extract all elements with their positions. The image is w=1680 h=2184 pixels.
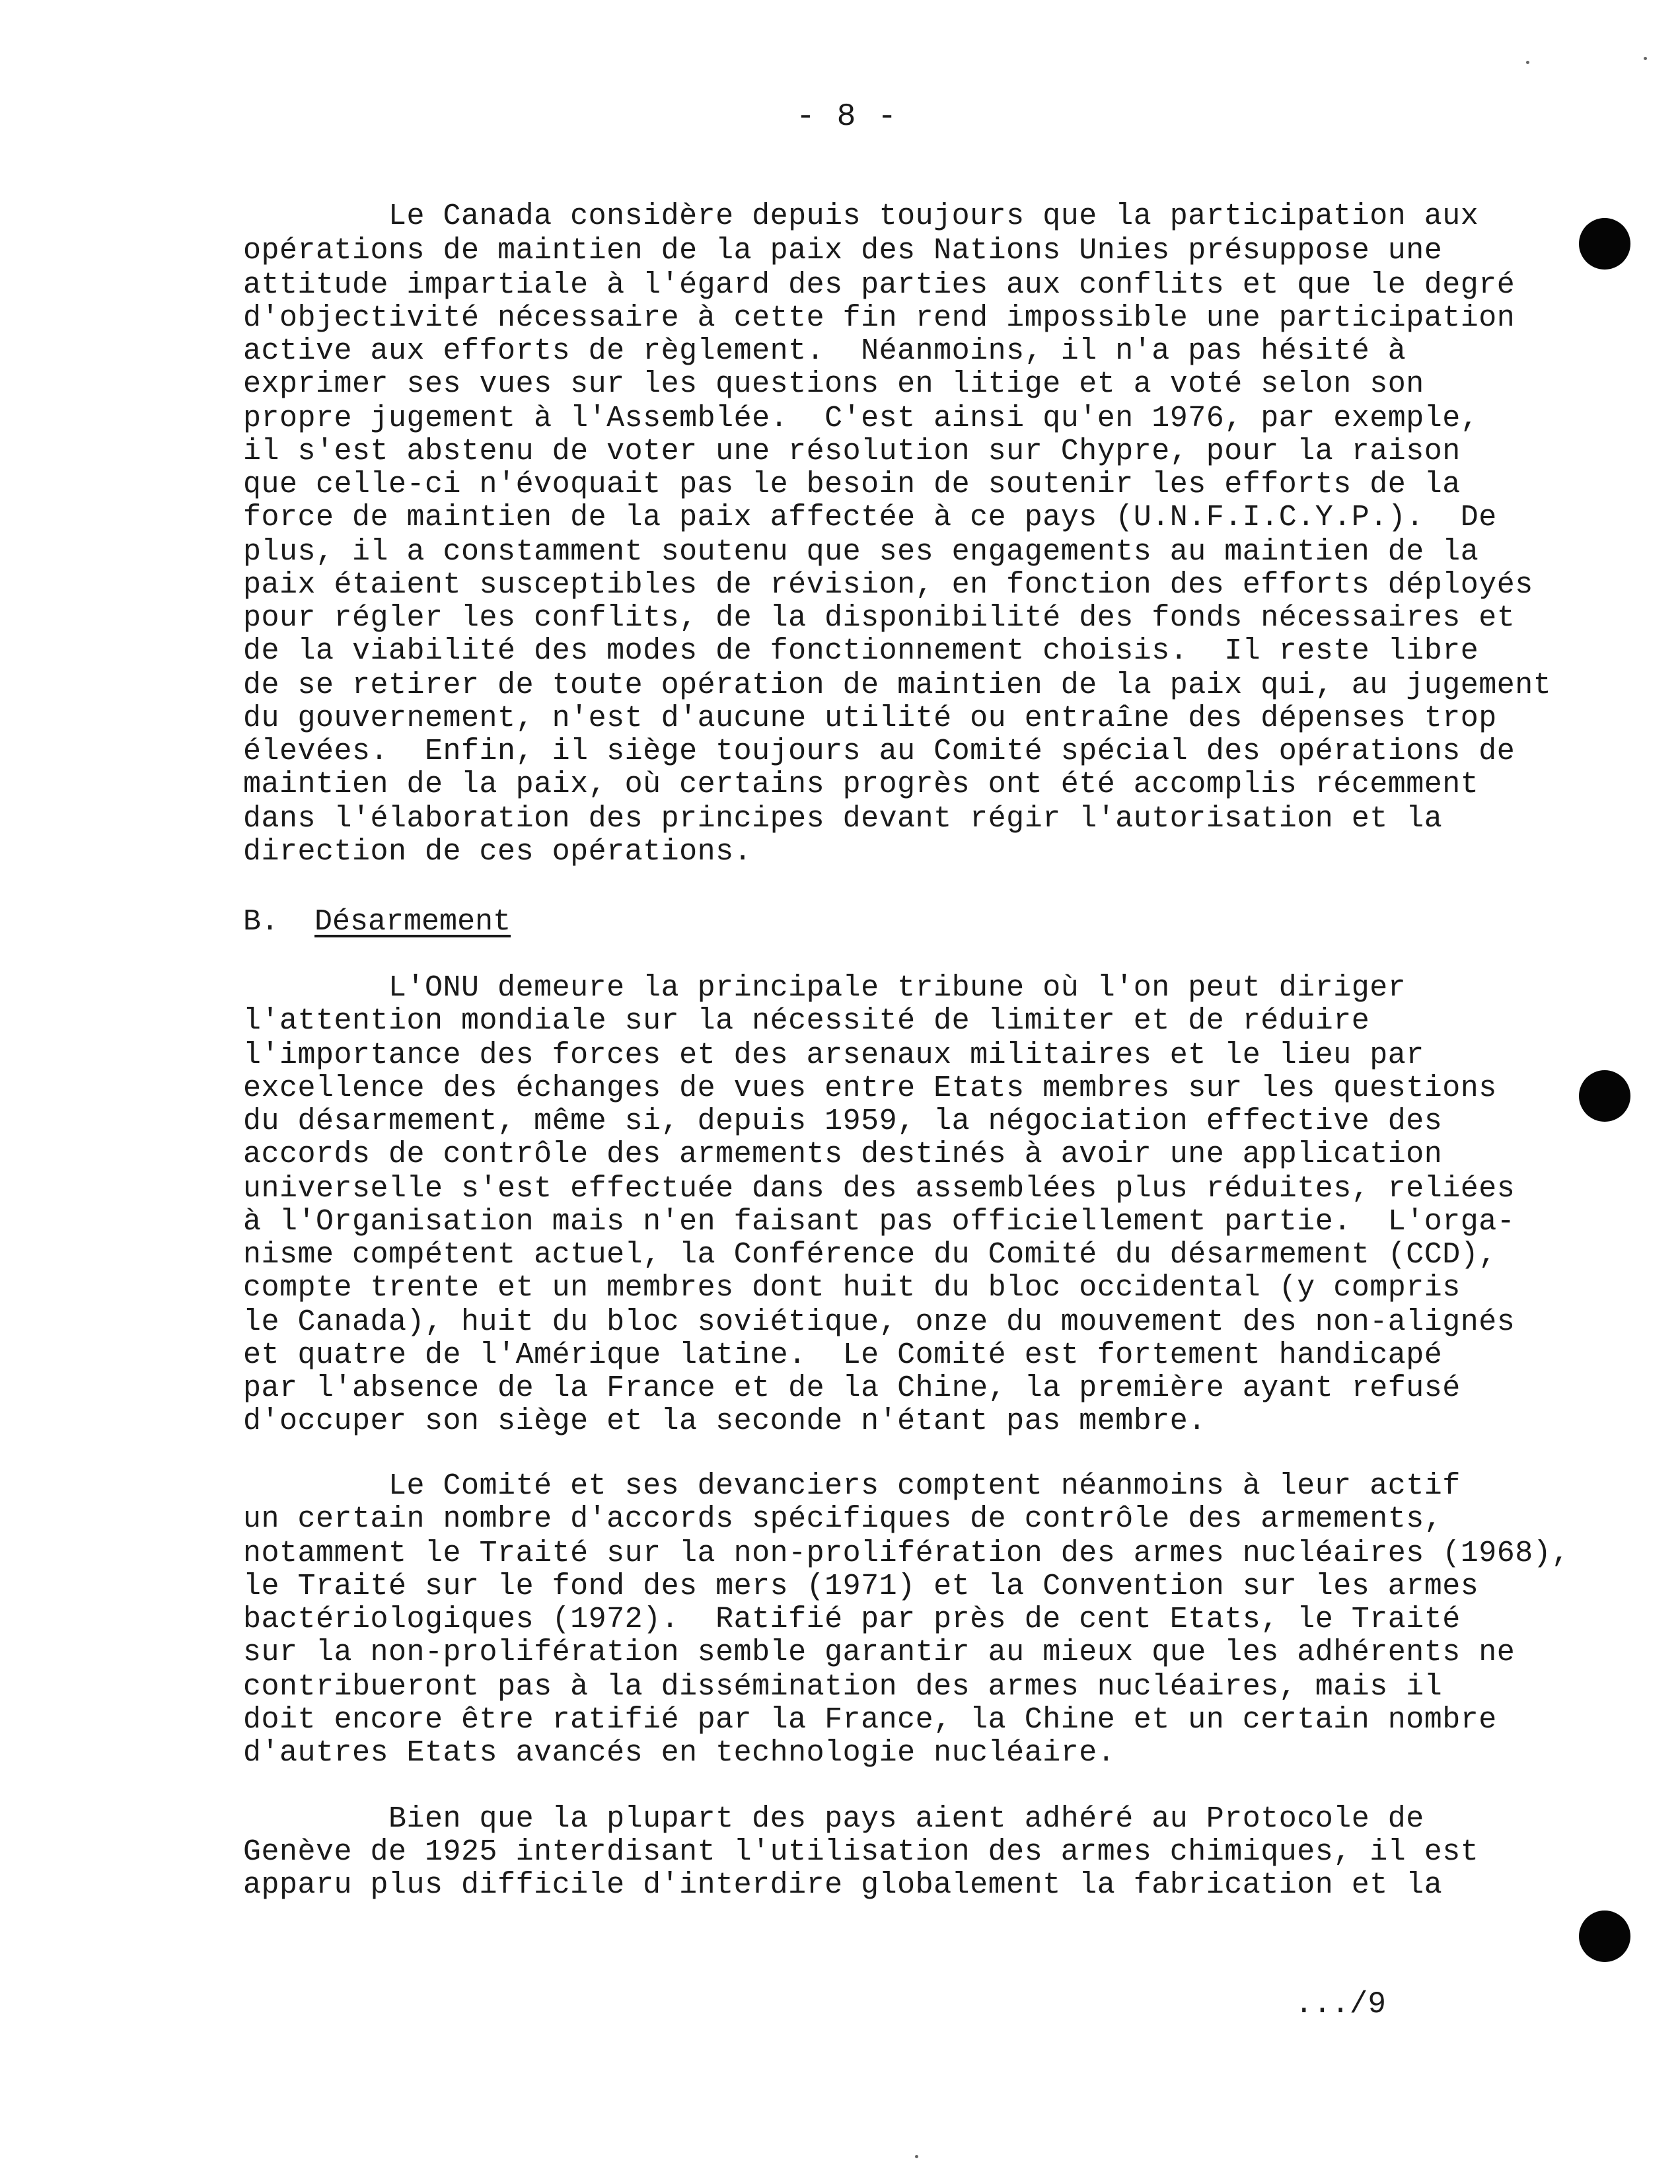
page-number: - 8 - bbox=[796, 99, 898, 135]
text-line: opérations de maintien de la paix des Nations Unies présuppose une bbox=[243, 234, 1443, 268]
text-line: apparu plus difficile d'interdire globalement la fabrication et la bbox=[243, 1868, 1443, 1902]
text-line: compte trente et un membres dont huit du bloc occidental (y compris bbox=[243, 1271, 1461, 1305]
scan-speck bbox=[1526, 61, 1529, 64]
text-line: que celle-ci n'évoquait pas le besoin de soutenir les efforts de la bbox=[243, 468, 1461, 501]
text-line: par l'absence de la France et de la Chine, la première ayant refusé bbox=[243, 1371, 1461, 1405]
text-line: sur la non-prolifération semble garantir au mieux que les adhérents ne bbox=[243, 1636, 1516, 1669]
text-line: nisme compétent actuel, la Conférence du Comité du désarmement (CCD), bbox=[243, 1238, 1497, 1272]
punch-hole bbox=[1579, 218, 1630, 270]
punch-hole bbox=[1579, 1070, 1630, 1122]
text-line: un certain nombre d'accords spécifiques de contrôle des armements, bbox=[243, 1502, 1443, 1536]
text-line: et quatre de l'Amérique latine. Le Comité est fortement handicapé bbox=[243, 1338, 1443, 1372]
text-line: contribueront pas à la dissémination des armes nucléaires, mais il bbox=[243, 1670, 1443, 1704]
text-line: il s'est abstenu de voter une résolution sur Chypre, pour la raison bbox=[243, 435, 1461, 468]
text-line: Le Comité et ses devanciers comptent néanmoins à leur actif bbox=[243, 1469, 1461, 1503]
text-line: notamment le Traité sur la non-prolifération des armes nucléaires (1968), bbox=[243, 1537, 1570, 1570]
continuation-marker: .../9 bbox=[1295, 1987, 1387, 2021]
text-line: paix étaient susceptibles de révision, en fonction des efforts déployés bbox=[243, 568, 1533, 602]
punch-hole bbox=[1579, 1911, 1630, 1962]
text-line: du désarmement, même si, depuis 1959, la négociation effective des bbox=[243, 1105, 1443, 1138]
text-line: plus, il a constamment soutenu que ses engagements au maintien de la bbox=[243, 535, 1479, 569]
text-line: L'ONU demeure la principale tribune où l'on peut diriger bbox=[243, 971, 1406, 1005]
text-line: de la viabilité des modes de fonctionnement choisis. Il reste libre bbox=[243, 634, 1479, 668]
text-line: universelle s'est effectuée dans des assemblées plus réduites, reliées bbox=[243, 1172, 1516, 1206]
text-line: accords de contrôle des armements destinés à avoir une application bbox=[243, 1138, 1443, 1171]
text-line: excellence des échanges de vues entre Etats membres sur les questions bbox=[243, 1072, 1497, 1105]
text-line: Le Canada considère depuis toujours que la participation aux bbox=[243, 200, 1479, 233]
text-line: d'occuper son siège et la seconde n'étant pas membre. bbox=[243, 1404, 1206, 1438]
text-line: élevées. Enfin, il siège toujours au Comité spécial des opérations de bbox=[243, 735, 1516, 768]
text-line: à l'Organisation mais n'en faisant pas officiellement partie. L'orga- bbox=[243, 1205, 1516, 1239]
text-line: l'attention mondiale sur la nécessité de limiter et de réduire bbox=[243, 1004, 1370, 1038]
text-line: le Traité sur le fond des mers (1971) et la Convention sur les armes bbox=[243, 1570, 1479, 1603]
text-line: le Canada), huit du bloc soviétique, onze du mouvement des non-alignés bbox=[243, 1305, 1516, 1339]
scan-speck bbox=[1644, 57, 1647, 60]
text-line: d'autres Etats avancés en technologie nucléaire. bbox=[243, 1736, 1116, 1770]
text-line: bactériologiques (1972). Ratifié par près de cent Etats, le Traité bbox=[243, 1603, 1461, 1636]
text-line: active aux efforts de règlement. Néanmoins, il n'a pas hésité à bbox=[243, 334, 1406, 368]
section-title: Désarmement bbox=[314, 905, 511, 939]
text-line: pour régler les conflits, de la disponibilité des fonds nécessaires et bbox=[243, 601, 1516, 635]
section-heading bbox=[243, 905, 511, 939]
text-line: force de maintien de la paix affectée à ce pays (U.N.F.I.C.Y.P.). De bbox=[243, 501, 1497, 534]
text-line: d'objectivité nécessaire à cette fin rend impossible une participation bbox=[243, 301, 1516, 335]
text-line: de se retirer de toute opération de maintien de la paix qui, au jugement bbox=[243, 669, 1552, 702]
text-line: dans l'élaboration des principes devant régir l'autorisation et la bbox=[243, 802, 1443, 836]
text-line: propre jugement à l'Assemblée. C'est ainsi qu'en 1976, par exemple, bbox=[243, 402, 1479, 435]
text-line: exprimer ses vues sur les questions en litige et a voté selon son bbox=[243, 367, 1424, 401]
text-line: l'importance des forces et des arsenaux militaires et le lieu par bbox=[243, 1038, 1424, 1072]
text-line: Bien que la plupart des pays aient adhéré au Protocole de bbox=[243, 1802, 1424, 1836]
text-line: attitude impartiale à l'égard des parties aux conflits et que le degré bbox=[243, 268, 1516, 302]
scan-speck bbox=[915, 2155, 918, 2158]
section-label: B. bbox=[243, 905, 279, 939]
text-line: Genève de 1925 interdisant l'utilisation des armes chimiques, il est bbox=[243, 1835, 1479, 1869]
text-line: du gouvernement, n'est d'aucune utilité ou entraîne des dépenses trop bbox=[243, 702, 1497, 735]
text-line: direction de ces opérations. bbox=[243, 835, 752, 869]
text-line: maintien de la paix, où certains progrès ont été accomplis récemment bbox=[243, 768, 1479, 801]
text-line: doit encore être ratifié par la France, la Chine et un certain nombre bbox=[243, 1703, 1497, 1737]
